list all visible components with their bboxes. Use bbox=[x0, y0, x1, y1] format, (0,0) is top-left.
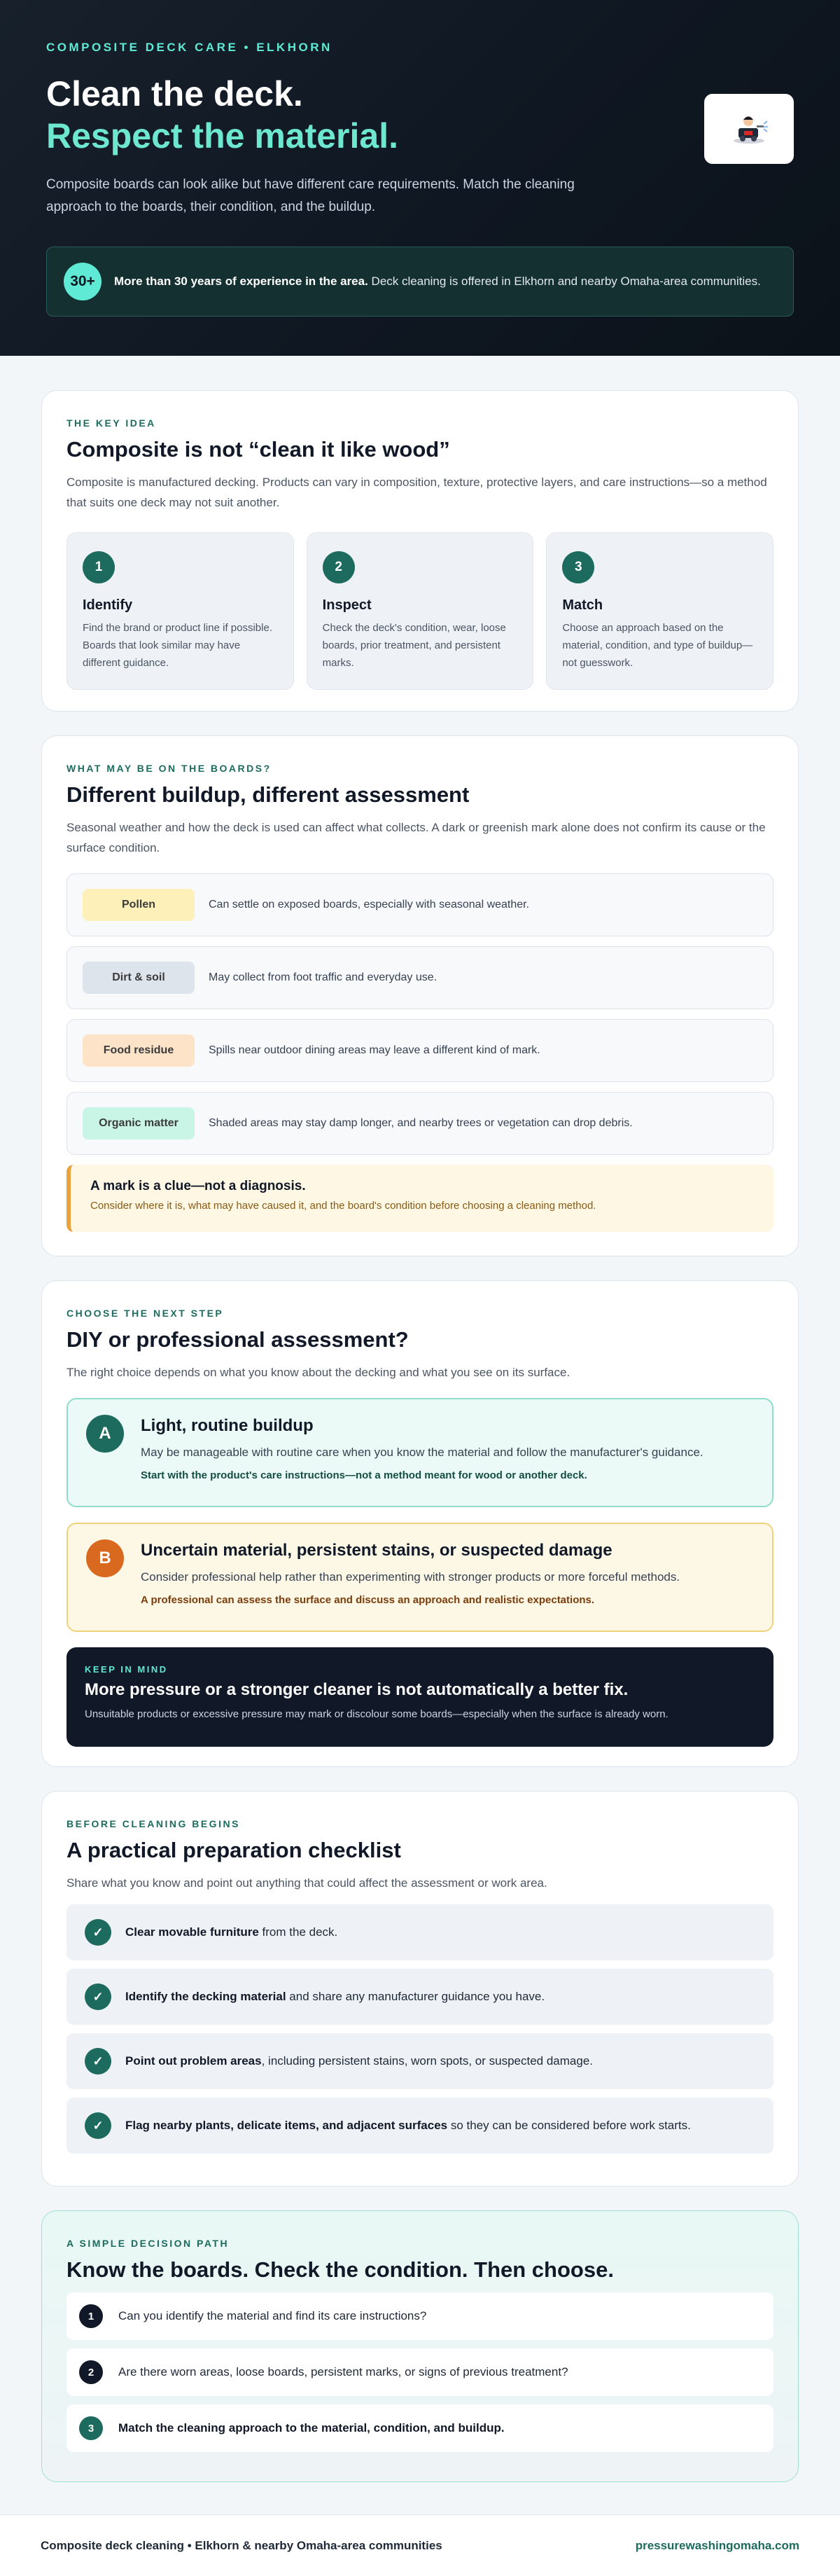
footer-website-link[interactable]: pressurewashingomaha.com bbox=[635, 2538, 799, 2552]
diy-title: DIY or professional assessment? bbox=[66, 1327, 409, 1352]
step-match bbox=[546, 532, 774, 690]
checklist-card bbox=[41, 1791, 799, 2187]
step-text: Find the brand or product line if possible. Boards that look similar may have different guidance. bbox=[83, 622, 272, 669]
step-title: Inspect bbox=[322, 597, 372, 613]
key-idea-card bbox=[41, 390, 799, 712]
checklist-item bbox=[66, 1904, 774, 1960]
clue-text: Consider where it is, what may have caused it, and the board's condition before choosing a cleaning method. bbox=[90, 1200, 596, 1212]
option-a-strong: Start with the product's care instructions—not a method meant for wood or another deck. bbox=[141, 1469, 587, 1481]
option-b-letter: B bbox=[86, 1539, 124, 1577]
step-text: Choose an approach based on the material, condition, and type of buildup—not guesswork. bbox=[562, 622, 753, 669]
buildup-lead: Seasonal weather and how the deck is used can affect what collects. A dark or greenish mark alone does not confirm its cause or the surface condition. bbox=[66, 821, 766, 854]
option-a-letter: A bbox=[86, 1415, 124, 1453]
clue-callout bbox=[66, 1165, 774, 1232]
checklist-rest: and share any manufacturer guidance you have. bbox=[286, 1990, 545, 2003]
diy-eyebrow: CHOOSE THE NEXT STEP bbox=[66, 1308, 224, 1319]
checklist-bold: Clear movable furniture bbox=[125, 1925, 259, 1939]
keep-in-mind-box bbox=[66, 1647, 774, 1747]
keep-text: Unsuitable products or excessive pressure may mark or discolour some boards—especially when the surface is already worn. bbox=[85, 1708, 668, 1720]
pressure-washer-logo-icon bbox=[730, 113, 768, 145]
keep-eyebrow: KEEP IN MIND bbox=[85, 1664, 168, 1675]
checklist-rest: so they can be considered before work starts. bbox=[447, 2119, 691, 2132]
question-text: Match the cleaning approach to the material, condition, and buildup. bbox=[118, 2421, 505, 2435]
checklist-item bbox=[66, 1969, 774, 2025]
option-b-title: Uncertain material, persistent stains, or suspected damage bbox=[141, 1541, 612, 1560]
decision-eyebrow: A SIMPLE DECISION PATH bbox=[66, 2238, 230, 2249]
option-a-body bbox=[141, 1415, 704, 1490]
question-number: 3 bbox=[79, 2416, 103, 2440]
checklist-text bbox=[125, 2054, 593, 2068]
question-text: Can you identify the material and find its care instructions? bbox=[118, 2309, 427, 2322]
hero-title-line2: Respect the material. bbox=[46, 116, 398, 155]
step-number: 2 bbox=[323, 551, 355, 583]
keep-title: More pressure or a stronger cleaner is not automatically a better fix. bbox=[85, 1680, 629, 1699]
checkmark-icon: ✓ bbox=[85, 1919, 111, 1946]
checklist-item bbox=[66, 2098, 774, 2154]
key-idea-eyebrow: THE KEY IDEA bbox=[66, 417, 156, 429]
key-idea-title: Composite is not “clean it like wood” bbox=[66, 437, 450, 462]
checkmark-icon: ✓ bbox=[85, 2048, 111, 2075]
hero-eyebrow: COMPOSITE DECK CARE • ELKHORN bbox=[46, 41, 332, 54]
checklist-list bbox=[66, 1904, 774, 2154]
option-a-text: May be manageable with routine care when you know the material and follow the manufacturer's guidance. bbox=[141, 1446, 704, 1459]
checklist-text bbox=[125, 1925, 337, 1939]
experience-bold: More than 30 years of experience in the area. bbox=[114, 275, 368, 288]
checklist-rest: , including persistent stains, worn spots, or suspected damage. bbox=[261, 2054, 594, 2068]
experience-badge: 30+ bbox=[64, 263, 102, 300]
step-identify bbox=[66, 532, 294, 690]
buildup-text: Spills near outdoor dining areas may leave a different kind of mark. bbox=[209, 1044, 540, 1056]
buildup-title: Different buildup, different assessment bbox=[66, 782, 470, 807]
decision-question bbox=[66, 2404, 774, 2452]
checkmark-icon: ✓ bbox=[85, 2112, 111, 2139]
checklist-text bbox=[125, 2119, 691, 2133]
buildup-eyebrow: WHAT MAY BE ON THE BOARDS? bbox=[66, 763, 272, 774]
checklist-title: A practical preparation checklist bbox=[66, 1838, 401, 1862]
option-b-text: Consider professional help rather than experimenting with stronger products or more forceful methods. bbox=[141, 1570, 680, 1584]
experience-detail: Deck cleaning is offered in Elkhorn and nearby Omaha-area communities. bbox=[368, 275, 761, 288]
decision-title: Know the boards. Check the condition. Then choose. bbox=[66, 2257, 614, 2282]
checklist-lead: Share what you know and point out anything that could affect the assessment or work area. bbox=[66, 1876, 547, 1890]
buildup-text: Shaded areas may stay damp longer, and nearby trees or vegetation can drop debris. bbox=[209, 1117, 633, 1129]
company-logo[interactable] bbox=[704, 94, 794, 164]
option-a-title: Light, routine buildup bbox=[141, 1416, 314, 1435]
option-a bbox=[66, 1398, 774, 1507]
hero-title-line1: Clean the deck. bbox=[46, 74, 303, 113]
buildup-item-food bbox=[66, 1019, 774, 1082]
step-title: Identify bbox=[83, 597, 133, 613]
hero-section bbox=[0, 0, 840, 356]
checklist-item bbox=[66, 2033, 774, 2089]
key-idea-lead: Composite is manufactured decking. Products can vary in composition, texture, protective layers, and care instructions—so a method that suits one deck may not suit another. bbox=[66, 476, 767, 509]
buildup-item-pollen bbox=[66, 873, 774, 936]
option-b bbox=[66, 1523, 774, 1632]
step-number: 3 bbox=[562, 551, 594, 583]
buildup-pill: Food residue bbox=[83, 1034, 195, 1067]
buildup-item-dirt bbox=[66, 946, 774, 1009]
checklist-text bbox=[125, 1990, 545, 2004]
buildup-text: Can settle on exposed boards, especially with seasonal weather. bbox=[209, 899, 530, 910]
checklist-bold: Flag nearby plants, delicate items, and adjacent surfaces bbox=[125, 2119, 448, 2132]
buildup-item-organic bbox=[66, 1092, 774, 1155]
buildup-text: May collect from foot traffic and everyday use. bbox=[209, 971, 438, 983]
diy-lead: The right choice depends on what you know about the decking and what you see on its surface. bbox=[66, 1366, 570, 1379]
step-inspect bbox=[307, 532, 534, 690]
decision-question bbox=[66, 2348, 774, 2396]
experience-text bbox=[114, 272, 761, 291]
checklist-rest: from the deck. bbox=[258, 1925, 338, 1939]
step-title: Match bbox=[562, 597, 603, 613]
footer-tagline: Composite deck cleaning • Elkhorn & nearby Omaha-area communities bbox=[41, 2538, 442, 2552]
buildup-pill: Organic matter bbox=[83, 1107, 195, 1140]
question-text: Are there worn areas, loose boards, persistent marks, or signs of previous treatment? bbox=[118, 2365, 568, 2378]
checklist-bold: Identify the decking material bbox=[125, 1990, 286, 2003]
experience-banner bbox=[46, 247, 794, 317]
question-number: 2 bbox=[79, 2360, 103, 2384]
hero-intro: Composite boards can look alike but have different care requirements. Match the cleaning approach to the boards, their condition, and the buildup. bbox=[46, 177, 575, 214]
checklist-bold: Point out problem areas bbox=[125, 2054, 262, 2068]
buildup-card bbox=[41, 735, 799, 1256]
question-number: 1 bbox=[79, 2304, 103, 2328]
footer bbox=[0, 2514, 840, 2576]
step-text: Check the deck's condition, wear, loose boards, prior treatment, and persistent marks. bbox=[322, 622, 506, 669]
option-b-body bbox=[141, 1539, 680, 1615]
checklist-eyebrow: BEFORE CLEANING BEGINS bbox=[66, 1818, 240, 1829]
diy-card bbox=[41, 1280, 799, 1767]
hero-title bbox=[46, 73, 794, 157]
buildup-pill: Dirt & soil bbox=[83, 962, 195, 994]
decision-question bbox=[66, 2292, 774, 2340]
step-number: 1 bbox=[83, 551, 115, 583]
decision-card bbox=[41, 2210, 799, 2482]
decision-list bbox=[66, 2292, 774, 2452]
buildup-list bbox=[66, 873, 774, 1232]
checkmark-icon: ✓ bbox=[85, 1983, 111, 2010]
option-b-strong: A professional can assess the surface and discuss an approach and realistic expectations. bbox=[141, 1594, 595, 1606]
buildup-pill: Pollen bbox=[83, 889, 195, 921]
clue-title: A mark is a clue—not a diagnosis. bbox=[90, 1179, 306, 1193]
steps-row bbox=[66, 532, 774, 690]
